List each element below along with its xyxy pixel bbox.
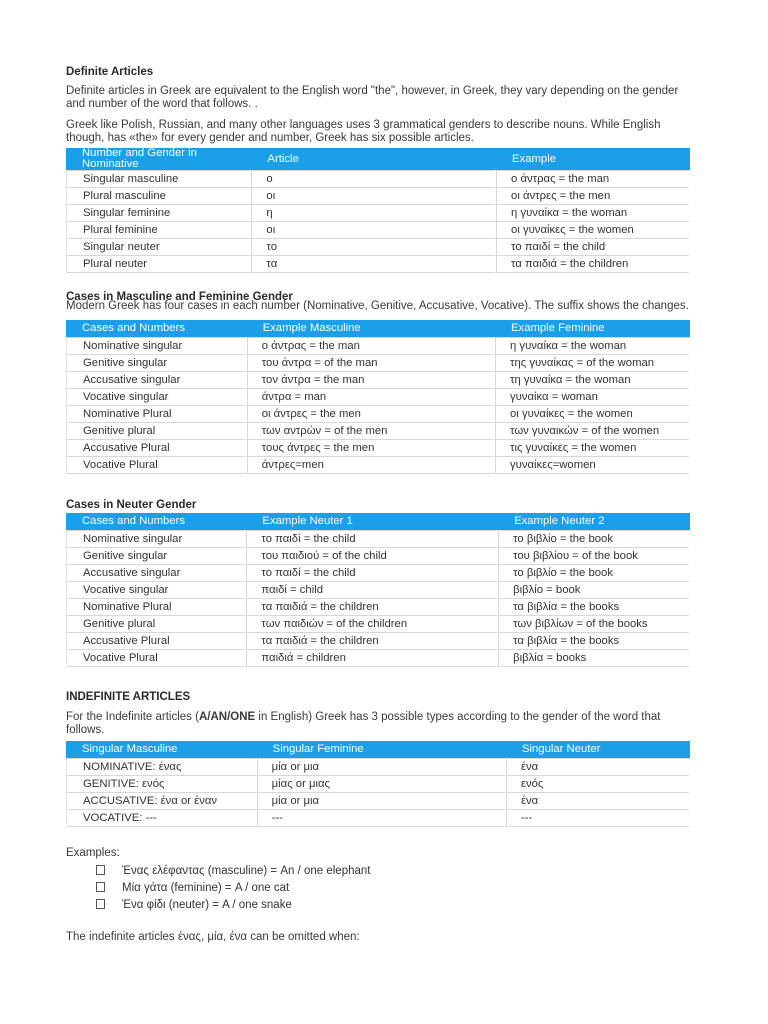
table-cell: οι <box>251 222 496 239</box>
table-cell <box>498 633 690 650</box>
english-text: = the books <box>557 601 620 613</box>
table-cell <box>66 776 257 793</box>
table-cell: --- <box>506 810 690 827</box>
list-item <box>96 897 292 914</box>
greek-text: των αντρών <box>261 425 322 437</box>
english-text: = the men <box>320 442 375 454</box>
greek-text: Ένα φίδι <box>122 899 166 911</box>
greek-text: οι γυναίκες <box>510 408 565 420</box>
greek-text: ένας <box>158 761 182 773</box>
table-cell: Accusative singular <box>66 372 247 389</box>
header-cases-numbers: Cases and Numbers <box>66 320 247 337</box>
english-text: = the book <box>556 533 613 545</box>
greek-text: το βιβλίο <box>513 567 557 579</box>
text-span: in English) Greek has 3 possible types according to the gender of the word that follows. <box>66 711 661 736</box>
list-item <box>96 863 371 880</box>
header-singular-feminine: Singular Feminine <box>257 741 506 758</box>
table-cell <box>498 582 690 599</box>
table-cell <box>246 582 498 599</box>
header-cases-numbers: Cases and Numbers <box>66 513 246 530</box>
table-cell <box>246 616 498 633</box>
english-text: = woman <box>548 391 598 403</box>
english-text: (feminine) = A / one cat <box>167 882 290 894</box>
table-row <box>66 650 690 667</box>
greek-text: του παιδιού <box>261 550 320 562</box>
english-text: = the women <box>564 408 633 420</box>
table-cell: Nominative Plural <box>66 406 247 423</box>
table-row <box>66 406 690 423</box>
table-cell <box>496 239 690 256</box>
table-row <box>66 793 690 810</box>
greek-text: τα παιδιά <box>511 258 558 270</box>
table-cell: Vocative singular <box>66 582 246 599</box>
english-text: = of the child <box>319 550 387 562</box>
header-article: Article <box>251 148 496 170</box>
table-cell: Genitive singular <box>66 355 247 372</box>
greek-text: το παιδί <box>261 567 301 579</box>
indefinite-intro-paragraph <box>66 711 690 737</box>
table-row <box>66 616 690 633</box>
greek-text: βιβλία <box>513 652 544 664</box>
table-row <box>66 389 690 406</box>
english-text: = of the books <box>573 618 648 630</box>
table-row <box>66 548 690 565</box>
greek-text: τα βιβλία <box>513 635 558 647</box>
greek-text: --- <box>145 812 157 824</box>
greek-text: άντρα <box>261 391 292 403</box>
table-cell <box>247 406 495 423</box>
table-cell <box>498 530 690 548</box>
table-cell <box>246 650 498 667</box>
english-text: =men <box>295 459 324 471</box>
table-cell <box>246 530 498 548</box>
case-label: NOMINATIVE: <box>83 761 159 773</box>
table-cell: Vocative singular <box>66 389 247 406</box>
table-row <box>66 170 690 188</box>
greek-text: τον άντρα <box>261 374 311 386</box>
table-row <box>66 188 690 205</box>
bold-text: A/AN/ONE <box>198 711 256 723</box>
case-label: ACCUSATIVE: <box>83 795 161 807</box>
english-text: = the woman <box>559 207 628 219</box>
table-cell <box>495 406 690 423</box>
greek-text: της γυναίκας <box>510 357 574 369</box>
greek-text: το παιδί <box>261 533 301 545</box>
table-row <box>66 758 690 776</box>
table-cell <box>66 793 257 810</box>
neuter-title: Cases in Neuter Gender <box>66 499 197 511</box>
english-text: = books <box>543 652 587 664</box>
greek-text: του άντρα <box>261 357 312 369</box>
english-text: = of the women <box>578 425 660 437</box>
greek-text: το βιβλίο <box>513 533 557 545</box>
greek-text: τη γυναίκα <box>510 374 563 386</box>
greek-text: παιδί <box>261 584 287 596</box>
table-cell <box>496 170 690 188</box>
table-row <box>66 355 690 372</box>
greek-text: παιδιά <box>261 652 294 664</box>
header-example: Example <box>496 148 690 170</box>
english-text: (masculine) = An / one elephant <box>204 865 371 877</box>
header-example-neuter-2: Example Neuter 2 <box>498 513 690 530</box>
table-row <box>66 256 690 273</box>
greek-text: γυναίκα <box>510 391 549 403</box>
text-span: The indefinite articles <box>66 931 178 943</box>
table-cell <box>247 389 495 406</box>
table-cell <box>495 355 690 372</box>
table-cell <box>247 372 495 389</box>
table-row <box>66 582 690 599</box>
table-cell <box>496 222 690 239</box>
table-cell: Singular neuter <box>66 239 251 256</box>
english-text: (neuter) = A / one snake <box>165 899 292 911</box>
table-row <box>66 633 690 650</box>
table-cell <box>498 548 690 565</box>
english-text: = the men <box>556 190 611 202</box>
table-row <box>66 776 690 793</box>
table-cell: ενός <box>506 776 690 793</box>
table-cell <box>498 565 690 582</box>
table-cell <box>66 758 257 776</box>
table-cell <box>495 457 690 474</box>
table-cell <box>495 389 690 406</box>
table-row <box>66 222 690 239</box>
indefinite-articles-title: INDEFINITE ARTICLES <box>66 691 191 703</box>
english-text: = of the man <box>311 357 378 369</box>
table-cell <box>247 440 495 457</box>
table-cell <box>495 423 690 440</box>
english-text: = the men <box>307 408 361 420</box>
table-cell <box>246 633 498 650</box>
table-cell: Nominative singular <box>66 530 246 548</box>
masc-fem-cases-table <box>66 320 690 474</box>
table-row <box>66 423 690 440</box>
greek-text: η γυναίκα <box>511 207 560 219</box>
table-row <box>66 440 690 457</box>
table-cell: ένα <box>506 793 690 810</box>
greek-text: οι γυναίκες <box>511 224 566 236</box>
greek-text: τις γυναίκες <box>510 442 569 454</box>
table-cell: οι <box>251 188 496 205</box>
definite-genders-paragraph: Greek like Polish, Russian, and many other languages uses 3 grammatical genders to describe nouns. While English though, has «the» for every gender and number, Greek has six possible articles. <box>66 119 661 144</box>
greek-text: των παιδιών <box>261 618 324 630</box>
table-row <box>66 205 690 222</box>
header-singular-masculine: Singular Masculine <box>66 741 257 758</box>
english-text: = the book <box>556 567 613 579</box>
table-cell: το <box>251 239 496 256</box>
table-cell: Nominative Plural <box>66 599 246 616</box>
table-cell <box>246 548 498 565</box>
table-cell: τα <box>251 256 496 273</box>
english-text: = the women <box>568 442 637 454</box>
table-cell <box>498 616 690 633</box>
table-cell: Plural feminine <box>66 222 251 239</box>
table-cell <box>247 337 495 355</box>
table-cell <box>498 599 690 616</box>
greek-text: των βιβλίων <box>513 618 574 630</box>
greek-text: Μία γάτα <box>122 882 168 894</box>
english-text: = man <box>291 391 327 403</box>
table-cell: Vocative Plural <box>66 650 246 667</box>
greek-text: οι άντρες <box>511 190 557 202</box>
table-cell <box>495 440 690 457</box>
english-text: = the children <box>307 635 379 647</box>
table-cell <box>498 650 690 667</box>
greek-text: γυναίκες <box>510 459 553 471</box>
header-example-masculine: Example Masculine <box>247 320 495 337</box>
definite-intro-paragraph: Definite articles in Greek are equivalent to the English word "the", however, in Greek, they vary depending on the gender and number of the word that follows. . <box>66 85 679 110</box>
english-text: = the children <box>307 601 379 613</box>
table-cell: Genitive singular <box>66 548 246 565</box>
english-text: = the child <box>300 533 356 545</box>
english-text: = the man <box>310 374 365 386</box>
english-text: = of the men <box>321 425 388 437</box>
header-example-feminine: Example Feminine <box>495 320 690 337</box>
definite-articles-title: Definite Articles <box>66 66 154 78</box>
greek-text: ενός <box>142 778 165 790</box>
english-text: = the children <box>557 258 629 270</box>
masc-fem-title: Cases in Masculine and Feminine Gender <box>66 291 293 303</box>
masc-fem-paragraph: Modern Greek has four cases in each number (Nominative, Genitive, Accusative, Vocative). The suffix shows the changes. <box>66 300 689 312</box>
case-label: GENITIVE: <box>83 778 143 790</box>
list-item <box>96 880 289 897</box>
checkbox-bullet-icon <box>96 865 105 875</box>
neuter-cases-table <box>66 513 690 667</box>
english-text: = of the children <box>323 618 408 630</box>
examples-label: Examples: <box>66 847 120 859</box>
table-row <box>66 372 690 389</box>
english-text: = the child <box>300 567 356 579</box>
english-text: =women <box>552 459 596 471</box>
english-text: = the man <box>555 173 610 185</box>
greek-text: Ένας ελέφαντας <box>122 865 205 877</box>
greek-text: των γυναικών <box>510 425 579 437</box>
greek-text: του βιβλίου <box>513 550 570 562</box>
table-cell: Plural masculine <box>66 188 251 205</box>
text-span: can be omitted when: <box>247 931 360 943</box>
table-cell: Plural neuter <box>66 256 251 273</box>
greek-text: ένας, μία, ένα <box>177 931 248 943</box>
table-row <box>66 239 690 256</box>
text-span: For the Indefinite articles ( <box>66 711 199 723</box>
english-text: = the women <box>565 224 634 236</box>
table-cell: μία or μια <box>257 793 506 810</box>
english-text: = the child <box>550 241 606 253</box>
case-label: VOCATIVE: <box>83 812 146 824</box>
header-example-neuter-1: Example Neuter 1 <box>246 513 498 530</box>
table-row <box>66 337 690 355</box>
table-cell: Vocative Plural <box>66 457 247 474</box>
omission-paragraph <box>66 931 690 944</box>
checkbox-bullet-icon <box>96 882 105 892</box>
table-cell: Genitive plural <box>66 616 246 633</box>
table-cell <box>247 423 495 440</box>
table-cell: μία or μια <box>257 758 506 776</box>
table-cell <box>247 457 495 474</box>
table-cell <box>66 810 257 827</box>
table-cell: --- <box>257 810 506 827</box>
english-text: = the woman <box>562 374 631 386</box>
table-cell: Accusative Plural <box>66 440 247 457</box>
table-cell <box>496 205 690 222</box>
english-text: = the man <box>306 340 360 352</box>
table-cell: Singular masculine <box>66 170 251 188</box>
greek-text: ο άντρας <box>261 340 307 352</box>
table-cell <box>246 565 498 582</box>
table-cell <box>496 256 690 273</box>
english-text: = book <box>543 584 581 596</box>
table-row <box>66 530 690 548</box>
english-text: = child <box>286 584 323 596</box>
greek-text: ένα or έναν <box>160 795 218 807</box>
table-cell: Nominative singular <box>66 337 247 355</box>
table-cell: ένα <box>506 758 690 776</box>
definite-articles-table <box>66 148 690 273</box>
table-cell: η <box>251 205 496 222</box>
table-cell <box>496 188 690 205</box>
greek-text: τα παιδιά <box>261 635 308 647</box>
table-cell: μίας or μιας <box>257 776 506 793</box>
table-cell <box>495 337 690 355</box>
english-text: = of the woman <box>573 357 655 369</box>
greek-text: η γυναίκα <box>510 340 558 352</box>
greek-text: βιβλίο <box>513 584 544 596</box>
greek-text: τα παιδιά <box>261 601 308 613</box>
greek-text: τα βιβλία <box>513 601 558 613</box>
table-cell: ο <box>251 170 496 188</box>
greek-text: ο άντρας <box>511 173 556 185</box>
header-singular-neuter: Singular Neuter <box>506 741 690 758</box>
table-cell: Singular feminine <box>66 205 251 222</box>
table-cell: Accusative singular <box>66 565 246 582</box>
table-cell <box>247 355 495 372</box>
table-row <box>66 457 690 474</box>
table-cell: Genitive plural <box>66 423 247 440</box>
table-row <box>66 810 690 827</box>
greek-text: οι άντρες <box>261 408 308 420</box>
english-text: = children <box>293 652 346 664</box>
table-row <box>66 565 690 582</box>
table-cell: Accusative Plural <box>66 633 246 650</box>
table-cell <box>495 372 690 389</box>
indefinite-articles-table <box>66 741 690 827</box>
greek-text: το παιδί <box>511 241 551 253</box>
english-text: = of the book <box>569 550 638 562</box>
english-text: = the books <box>557 635 620 647</box>
table-cell <box>246 599 498 616</box>
header-number-gender: Number and Gender in Nominative <box>66 148 251 170</box>
english-text: = the woman <box>558 340 627 352</box>
table-row <box>66 599 690 616</box>
greek-text: τους άντρες <box>261 442 321 454</box>
checkbox-bullet-icon <box>96 899 105 909</box>
greek-text: άντρες <box>261 459 296 471</box>
